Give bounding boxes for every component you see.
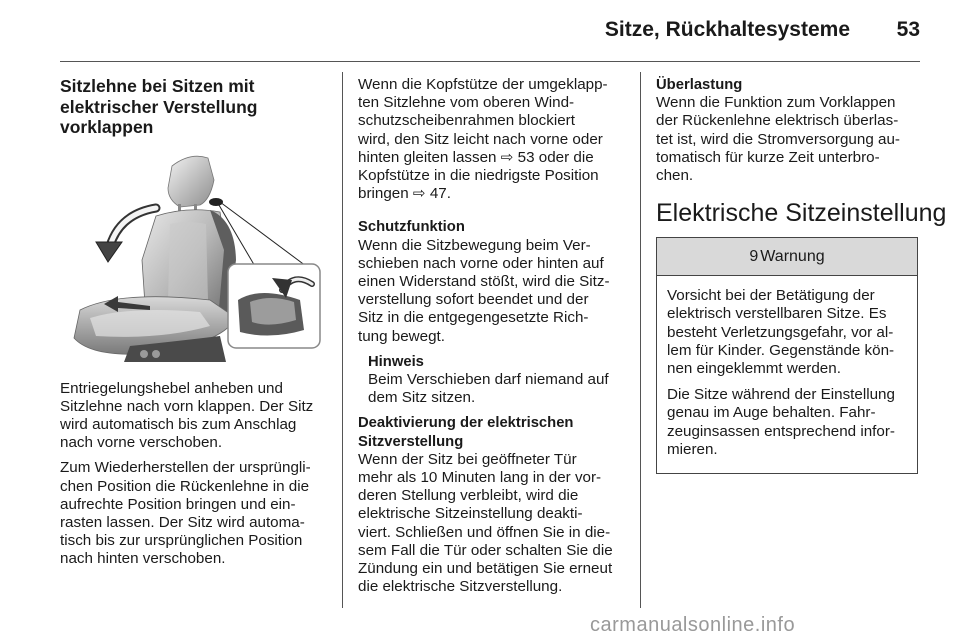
page-number: 53 xyxy=(896,18,920,41)
section-heading-vorklappen: Sitzlehne bei Sitzen mit elektrischer Verstellung vorklappen xyxy=(60,76,258,137)
warning-title: Warnung xyxy=(760,247,825,265)
header-divider xyxy=(60,61,920,62)
note-title: Hinweis xyxy=(368,353,424,370)
watermark: carmanualsonline.info xyxy=(590,614,796,636)
warning-box xyxy=(656,237,918,474)
paragraph-entriegelung: Entriegelungshebel anheben und Sitzlehne nach vorn klappen. Der Sitz wird automatisch bis zum Anschlag nach vorne verschoben. xyxy=(60,379,314,452)
paragraph-schutzfunktion: Wenn die Sitzbewegung beim Ver- schieben nach vorne oder hinten auf einen Widerstand stößt, wird die Sitz- verstellung sofort beendet und der Sitz in die entgegengesetzte Rich- tung bewegt. xyxy=(358,236,610,345)
column-2 xyxy=(358,76,624,603)
seat-illustration xyxy=(60,150,326,362)
warning-header xyxy=(657,238,917,276)
page-header-title: Sitze, Rückhaltesysteme xyxy=(604,18,850,41)
warning-body xyxy=(657,276,917,473)
heading-deaktivierung: Deaktivierung der elektrischen Sitzverstellung xyxy=(358,415,574,450)
paragraph-deaktivierung: Wenn der Sitz bei geöffneter Tür mehr als 10 Minuten lang in der vor- deren Stellung verbleibt, wird die elektrische Sitzeinstellung deakti- viert. Schließen und öffnen Sie in die- sem Fall die Tür oder schalten Sie die Zündung ein und betätigen Sie erneut die elektrische Sitzverstellung. xyxy=(358,450,613,596)
column-3 xyxy=(656,76,947,474)
paragraph-ueberlastung: Wenn die Funktion zum Vorklappen der Rückenlehne elektrisch überlas- tet ist, wird die Stromversorgung au- tomatisch für kurze Zeit unterbro- chen. xyxy=(656,94,900,185)
section-title-sitzeinstellung: Elektrische Sitzeinstellung xyxy=(656,199,947,228)
warning-paragraph-2: Die Sitze während der Einstellung genau im Auge behalten. Fahr- zeuginsassen entsprechend infor- mieren. xyxy=(667,386,895,458)
seat-backrest-fold-icon xyxy=(60,150,326,362)
column-divider-left xyxy=(342,72,343,608)
paragraph-kopfstuetze: Wenn die Kopfstütze der umgeklapp- ten Sitzlehne vom oberen Wind- schutzscheibenrahmen blockiert wird, den Sitz leicht nach vorne oder hinten gleiten lassen ⇨ 53 oder die Kopfstütze in die niedrigste Position bringen ⇨ 47. xyxy=(358,76,608,203)
paragraph-wiederherstellen: Zum Wiederherstellen der ursprüngli- chen Position die Rückenlehne in die aufrechte Position bringen und ein- rasten lassen. Der Sitz wird automa- tisch bis zur ursprünglichen Position nach hinten verschoben. xyxy=(60,459,311,568)
column-1 xyxy=(60,76,326,576)
heading-ueberlastung: Überlastung xyxy=(656,77,743,93)
column-divider-right xyxy=(640,72,641,608)
heading-schutzfunktion: Schutzfunktion xyxy=(358,219,465,236)
note-hinweis: Hinweis Beim Verschieben darf niemand auf dem Sitz sitzen. xyxy=(368,353,624,408)
warning-triangle-icon: 9 xyxy=(749,247,759,265)
warning-paragraph-1: Vorsicht bei der Betätigung der elektrisch verstellbaren Sitze. Es besteht Verletzungsgefahr, vor al- lem für Kinder. Gegenstände kön- nen eingeklemmt werden. xyxy=(667,287,895,378)
